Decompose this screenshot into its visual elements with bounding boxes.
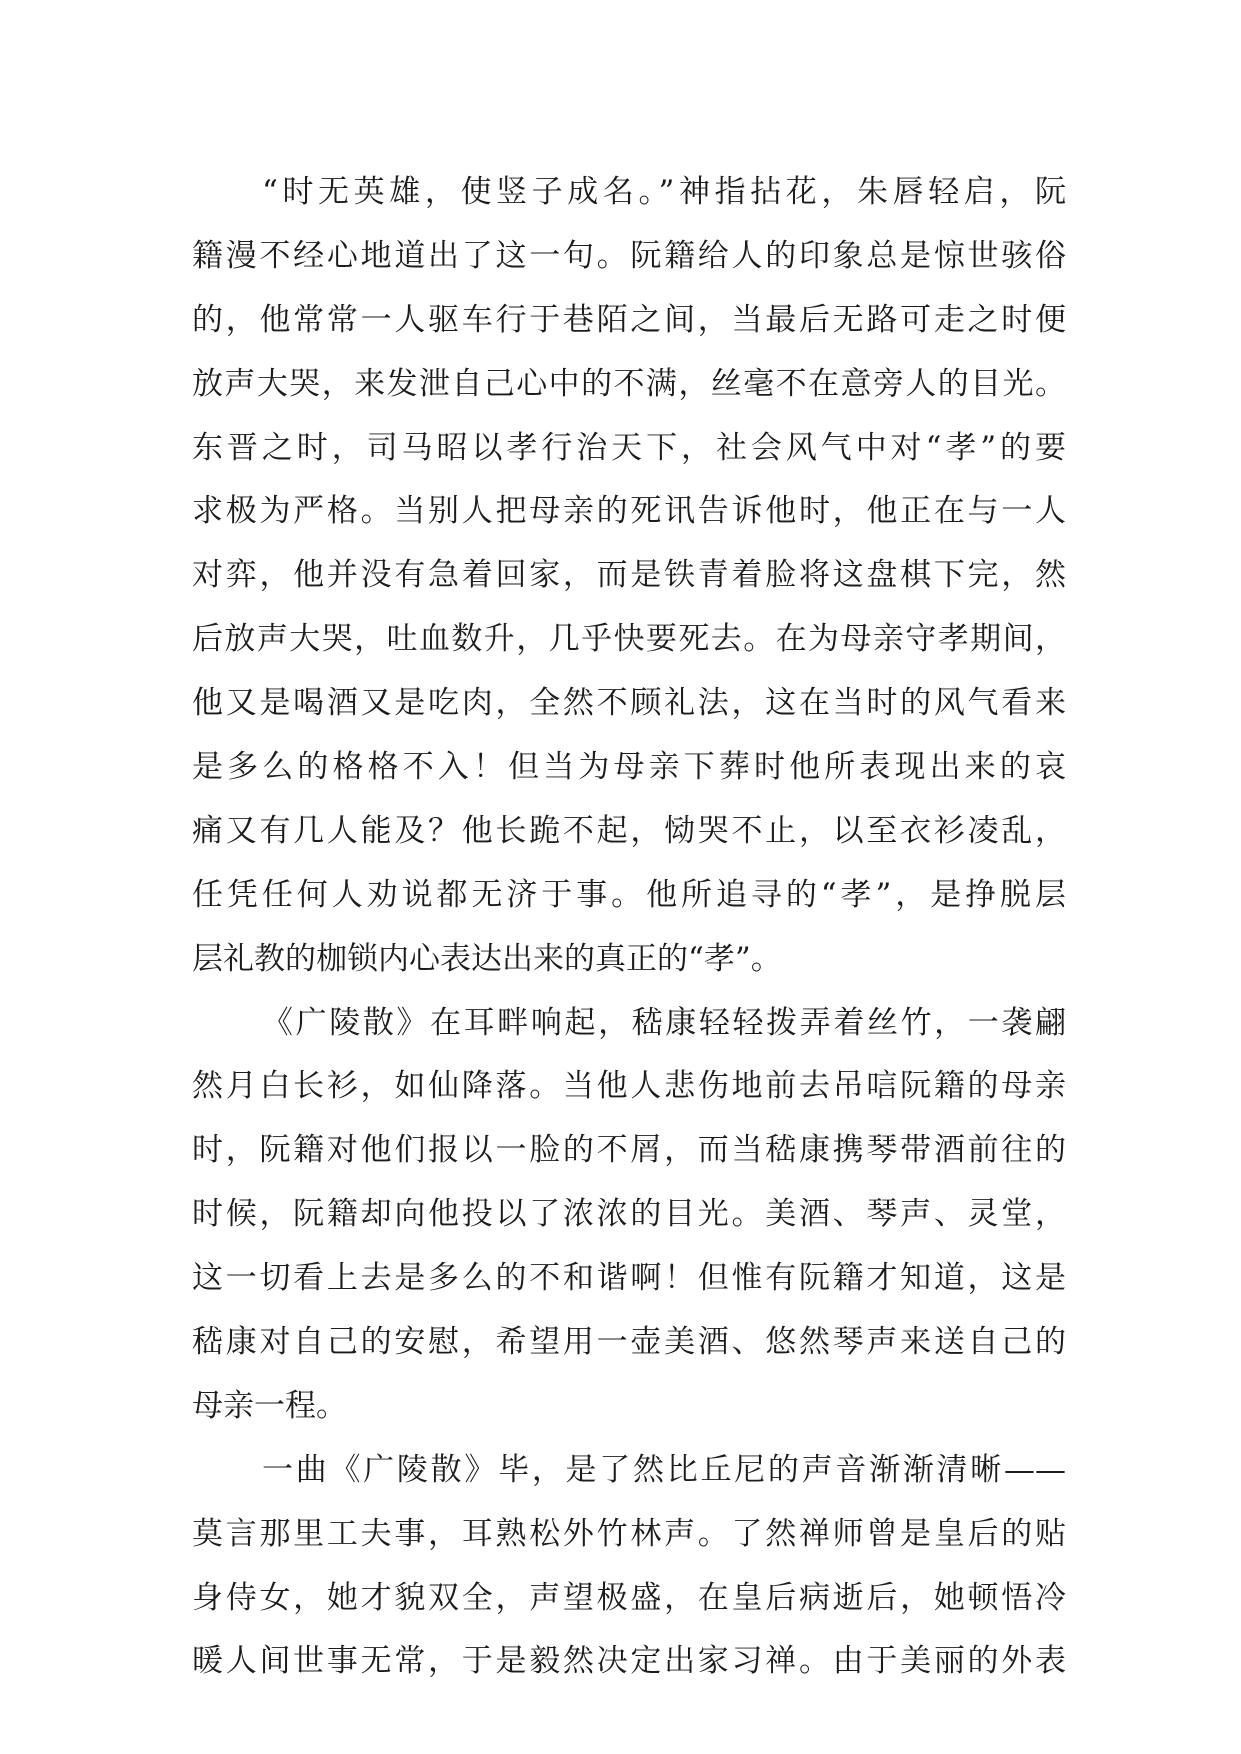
text-line: 层礼教的枷锁内心表达出来的真正的“孝”。	[192, 940, 782, 977]
text-line: 痛又有几人能及？他长跪不起，恸哭不止，以至衣衫凌乱，	[192, 812, 1066, 849]
text-line: 暖人间世事无常，于是毅然决定出家习禅。由于美丽的外表	[192, 1643, 1066, 1680]
text-line: 身侍女，她才貌双全，声望极盛，在皇后病逝后，她顿悟冷	[192, 1579, 1066, 1616]
text-line: 一曲《广陵散》毕，是了然比丘尼的声音渐渐清晰——	[262, 1451, 1066, 1488]
text-line: 任凭任何人劝说都无济于事。他所追寻的“孝”，是挣脱层	[192, 876, 1066, 913]
text-line: 东晋之时，司马昭以孝行治天下，社会风气中对“孝”的要	[192, 429, 1066, 466]
paragraph	[192, 1439, 1066, 1695]
text-line: 籍漫不经心地道出了这一句。阮籍给人的印象总是惊世骇俗	[192, 237, 1066, 274]
text-line: 时候，阮籍却向他投以了浓浓的目光。美酒、琴声、灵堂，	[192, 1196, 1066, 1233]
text-line: 嵇康对自己的安慰，希望用一壶美酒、悠然琴声来送自己的	[192, 1324, 1066, 1361]
text-line: 然月白长衫，如仙降落。当他人悲伤地前去吊唁阮籍的母亲	[192, 1068, 1066, 1105]
text-line: 时，阮籍对他们报以一脸的不屑，而当嵇康携琴带酒前往的	[192, 1132, 1066, 1169]
paragraph	[192, 161, 1066, 992]
text-line: 他又是喝酒又是吃肉，全然不顾礼法，这在当时的风气看来	[192, 685, 1066, 722]
text-line: 这一切看上去是多么的不和谐啊！但惟有阮籍才知道，这是	[192, 1260, 1066, 1297]
paragraph	[192, 992, 1066, 1439]
text-line: 求极为严格。当别人把母亲的死讯告诉他时，他正在与一人	[192, 493, 1066, 530]
text-line: 放声大哭，来发泄自己心中的不满，丝毫不在意旁人的目光。	[192, 365, 1066, 402]
text-line: 后放声大哭，吐血数升，几乎快要死去。在为母亲守孝期间，	[192, 621, 1066, 658]
text-line: 是多么的格格不入！但当为母亲下葬时他所表现出来的哀	[192, 749, 1066, 786]
body-text	[192, 161, 1066, 1694]
text-line: 对弈，他并没有急着回家，而是铁青着脸将这盘棋下完，然	[192, 557, 1066, 594]
text-line: 母亲一程。	[192, 1387, 347, 1424]
text-line: “时无英雄，使竖子成名。”神指拈花，朱唇轻启，阮	[262, 174, 1066, 210]
text-line: 《广陵散》在耳畔响起，嵇康轻轻拨弄着丝竹，一袭翩	[262, 1004, 1066, 1041]
text-line: 莫言那里工夫事，耳熟松外竹林声。了然禅师曾是皇后的贴	[192, 1515, 1066, 1552]
text-line: 的，他常常一人驱车行于巷陌之间，当最后无路可走之时便	[192, 301, 1066, 338]
